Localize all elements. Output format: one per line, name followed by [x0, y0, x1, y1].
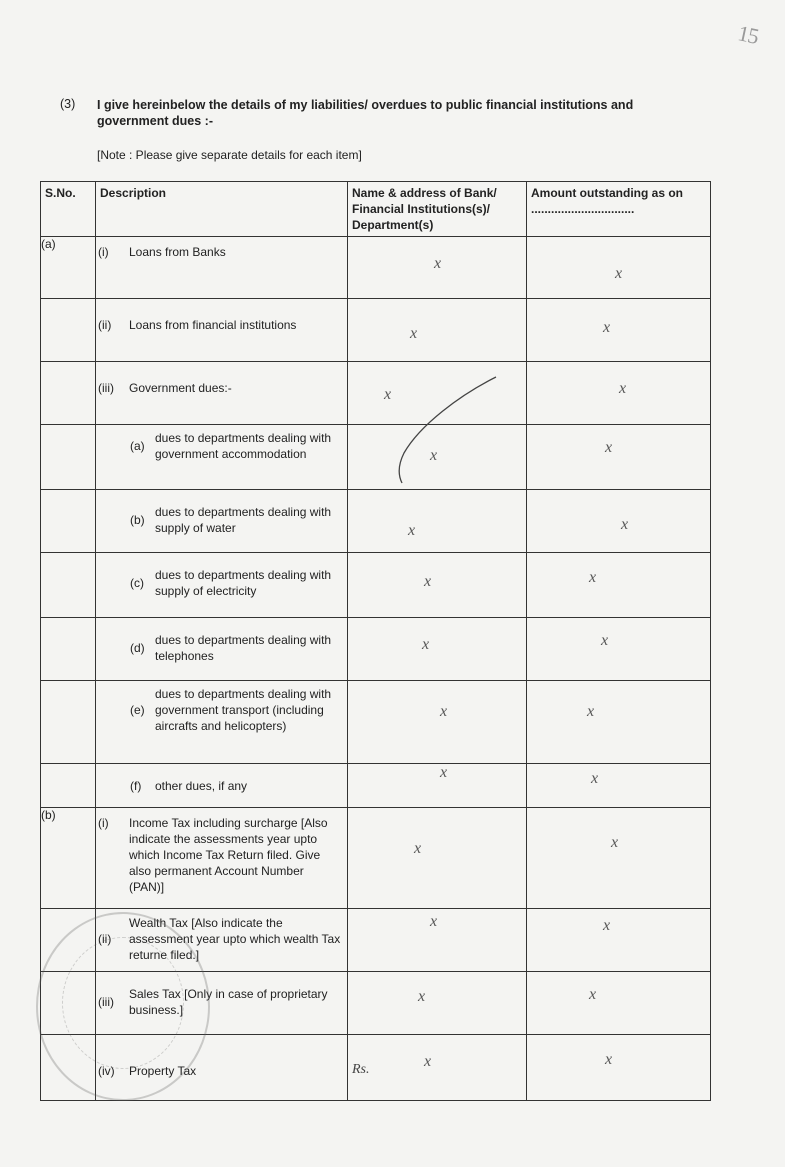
row-roman: (iii) [98, 995, 114, 1009]
row-description [96, 490, 348, 553]
row-amount-cell [527, 972, 711, 1035]
row-description [96, 553, 348, 618]
row-bank-cell [348, 1035, 527, 1101]
row-description [96, 425, 348, 490]
row-text: Loans from Banks [129, 245, 226, 259]
row-sno: (a) [41, 237, 96, 299]
row-bank-cell [348, 553, 527, 618]
row-roman: (iv) [98, 1064, 115, 1078]
header-amount: Amount outstanding as on ............................... [527, 182, 711, 237]
row-sno [41, 909, 96, 972]
row-amount-cell [527, 490, 711, 553]
section-note: [Note : Please give separate details for each item] [97, 148, 362, 162]
handwritten-mark: x [440, 703, 448, 720]
table-row [41, 764, 711, 808]
row-sno [41, 618, 96, 681]
table-row [41, 237, 711, 299]
header-sno: S.No. [41, 182, 96, 237]
table-row [41, 299, 711, 362]
row-description [96, 909, 348, 972]
row-description [96, 237, 348, 299]
row-description [96, 972, 348, 1035]
table-header-row [41, 182, 711, 237]
row-text: dues to departments dealing with telephones [155, 633, 332, 663]
handwritten-mark: x [414, 840, 422, 857]
row-roman: (iii) [98, 381, 114, 395]
handwritten-mark: x [589, 569, 597, 586]
row-bank-cell [348, 808, 527, 909]
row-sno: (b) [41, 808, 96, 909]
row-description [96, 1035, 348, 1101]
row-text: Wealth Tax [Also indicate the assessment year upto which wealth Tax returne filed.] [129, 916, 341, 962]
table-row [41, 808, 711, 909]
row-amount-cell [527, 237, 711, 299]
handwritten-mark: x [430, 913, 438, 930]
row-roman: (ii) [98, 318, 112, 332]
row-sno [41, 1035, 96, 1101]
handwritten-mark: x [605, 439, 613, 456]
row-amount-cell [527, 909, 711, 972]
row-sno [41, 553, 96, 618]
table-row [41, 490, 711, 553]
row-letter: (f) [130, 779, 142, 793]
row-text: Income Tax including surcharge [Also indicate the assessments year upto which Income Tax Return filed. Give also permanent Account Number (PAN)] [129, 816, 328, 894]
section-heading: I give hereinbelow the details of my liabilities/ overdues to public financial institutions and government dues :- [97, 98, 634, 128]
row-description [96, 808, 348, 909]
row-letter: (c) [130, 576, 144, 590]
table-row [41, 972, 711, 1035]
handwritten-mark: x [410, 325, 418, 342]
row-description [96, 362, 348, 425]
row-text: Government dues:- [129, 381, 232, 395]
handwritten-mark: x [615, 265, 623, 282]
row-sno [41, 362, 96, 425]
table-row [41, 553, 711, 618]
table-row [41, 425, 711, 490]
handwritten-mark: x [384, 386, 392, 403]
row-description [96, 618, 348, 681]
table-row [41, 362, 711, 425]
row-amount-cell [527, 618, 711, 681]
row-description [96, 681, 348, 764]
row-amount-cell [527, 764, 711, 808]
row-sno [41, 490, 96, 553]
row-text: Sales Tax [Only in case of proprietary business.] [129, 987, 328, 1017]
rs-mark: Rs. [352, 1062, 370, 1077]
handwritten-mark: x [430, 447, 438, 464]
row-sno [41, 681, 96, 764]
handwritten-mark: x [424, 573, 432, 590]
table-row [41, 618, 711, 681]
row-text: other dues, if any [155, 779, 248, 793]
row-roman: (ii) [98, 932, 112, 946]
row-sno [41, 299, 96, 362]
handwritten-mark: x [424, 1053, 432, 1070]
row-text: dues to departments dealing with supply of electricity [155, 568, 332, 598]
handwritten-mark: x [621, 516, 629, 533]
row-amount-cell [527, 808, 711, 909]
table-row [41, 1035, 711, 1101]
row-text: Loans from financial institutions [129, 318, 297, 332]
row-bank-cell [348, 362, 527, 425]
handwritten-mark: x [603, 319, 611, 336]
section-number: (3) [60, 97, 76, 111]
handwritten-mark: x [418, 988, 426, 1005]
row-bank-cell [348, 681, 527, 764]
row-description [96, 764, 348, 808]
handwritten-mark: x [587, 703, 595, 720]
row-amount-cell [527, 425, 711, 490]
handwritten-mark: x [591, 770, 599, 787]
row-bank-cell [348, 237, 527, 299]
row-bank-cell [348, 490, 527, 553]
handwritten-mark: x [605, 1051, 613, 1068]
row-letter: (b) [130, 513, 145, 527]
handwritten-mark: x [422, 636, 430, 653]
header-bank: Name & address of Bank/ Financial Institutions(s)/ Department(s) [348, 182, 527, 237]
row-letter: (e) [130, 703, 145, 717]
liabilities-table [40, 181, 711, 1101]
handwritten-mark: x [603, 917, 611, 934]
handwritten-mark: x [611, 834, 619, 851]
row-letter: (a) [130, 439, 145, 453]
row-text: dues to departments dealing with government accommodation [155, 431, 332, 461]
row-text: Property Tax [129, 1064, 197, 1078]
page-number: 15 [735, 20, 761, 49]
table-row [41, 681, 711, 764]
handwritten-mark: x [408, 522, 416, 539]
table-row [41, 909, 711, 972]
row-bank-cell [348, 764, 527, 808]
row-sno [41, 425, 96, 490]
row-sno [41, 972, 96, 1035]
header-description: Description [96, 182, 348, 237]
row-bank-cell [348, 909, 527, 972]
row-roman: (i) [98, 816, 109, 830]
row-bank-cell [348, 972, 527, 1035]
handwritten-mark: x [589, 986, 597, 1003]
row-sno [41, 764, 96, 808]
handwritten-mark: x [434, 255, 442, 272]
row-bank-cell [348, 618, 527, 681]
row-amount-cell [527, 362, 711, 425]
row-amount-cell [527, 1035, 711, 1101]
row-amount-cell [527, 553, 711, 618]
row-text: dues to departments dealing with supply of water [155, 505, 332, 535]
row-letter: (d) [130, 641, 145, 655]
row-description [96, 299, 348, 362]
row-bank-cell [348, 425, 527, 490]
handwritten-mark: x [619, 380, 627, 397]
row-amount-cell [527, 681, 711, 764]
handwritten-mark: x [440, 764, 448, 781]
handwritten-mark: x [601, 632, 609, 649]
row-roman: (i) [98, 245, 109, 259]
row-text: dues to departments dealing with government transport (including aircrafts and helicopters) [155, 687, 332, 733]
row-bank-cell [348, 299, 527, 362]
row-amount-cell [527, 299, 711, 362]
